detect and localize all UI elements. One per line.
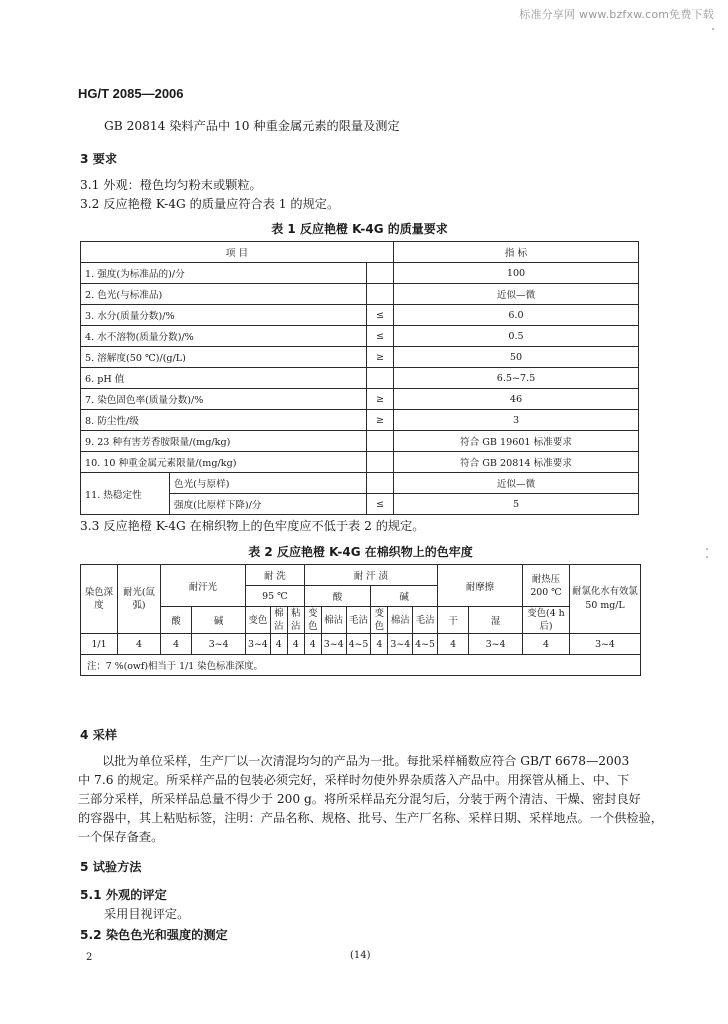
subcol-acid: 酸 [161,607,192,634]
section-3-title: 3 要求 [80,152,118,166]
paragraph-line: 的容器中，其上粘贴标签，注明：产品名称、规格、批号、生产厂名称、采样日期、采样地点。一个供检验， [78,811,663,825]
row-value: 近似—微 [394,473,639,494]
header-rub: 耐摩擦 [437,565,522,607]
row-operator [367,368,394,389]
row-operator: ≥ [367,389,394,410]
cell-heat: 4 [523,634,570,655]
subcol-dry: 干 [437,607,468,634]
clause-3-3: 3.3 反应艳橙 K-4G 在棉织物上的色牢度应不低于表 2 的规定。 [80,519,425,533]
clause-3-2: 3.2 反应艳橙 K-4G 的质量应符合表 1 的规定。 [80,197,340,211]
header-sweat: 耐 汗 渍 [304,565,437,586]
table-row [81,634,641,655]
row-operator [367,473,394,494]
cell-wash-change: 3~4 [245,634,270,655]
section-5-title: 5 试验方法 [80,860,142,874]
header-light: 耐光(氙弧) [118,565,161,634]
paragraph-line: 以批为单位采样，生产厂以一次清混均匀的产品为一批。每批采样桶数应符合 GB/T 6678—2003 [102,754,630,768]
subcol-acid-change: 变色 [304,607,321,634]
row-operator: ≤ [367,326,394,347]
subcol-alkali: 碱 [192,607,246,634]
row-sub-item: 强度(比原样下降)/分 [170,494,367,515]
subcol-alkali-cotton: 棉沾 [388,607,413,634]
reference-standard-line: GB 20814 染料产品中 10 种重金属元素的限量及测定 [104,119,400,133]
row-operator [367,452,394,473]
subcol-acid-wool: 毛沾 [346,607,371,634]
paragraph-line: 一个保存备查。 [78,830,164,844]
row-value: 5 [394,494,639,515]
row-operator [367,284,394,305]
row-item: 6. pH 值 [81,368,367,389]
scan-speck [712,28,714,30]
cell-wash-viscose: 4 [287,634,304,655]
row-value: 6.5~7.5 [394,368,639,389]
scan-speck [706,548,708,550]
cell-rub-wet: 3~4 [469,634,523,655]
row-item: 10. 10 种重金属元素限量/(mg/kg) [81,452,367,473]
header-sweat-acid: 酸 [304,586,371,607]
table-row [81,284,639,305]
row-item: 8. 防尘性/级 [81,410,367,431]
header-item: 项 目 [81,242,394,263]
header-chlorine: 耐氯化水有效氯 50 mg/L [570,565,641,634]
row-value: 50 [394,347,639,368]
table-row [81,368,639,389]
sampling-paragraph [78,752,663,847]
row-item: 2. 色光(与标准品) [81,284,367,305]
cell-light: 4 [118,634,161,655]
row-value: 100 [394,263,639,284]
cell-depth: 1/1 [81,634,118,655]
table-header-row [81,565,641,586]
clause-3-1: 3.1 外观：橙色均匀粉末或颗粒。 [80,178,262,192]
watermark-text: 标准分享网 www.bzfxw.com免费下载 [519,8,714,21]
cell-ironing-alkali: 3~4 [192,634,246,655]
row-item: 3. 水分(质量分数)/% [81,305,367,326]
header-value: 指 标 [394,242,639,263]
paragraph-line: 中 7.6 的规定。所采样产品的包装必须完好，采样时勿使外界杂质落入产品中。用探管从桶上、中、下 [78,773,630,787]
row-item: 1. 强度(为标准品的)/分 [81,263,367,284]
row-sub-item: 色光(与原样) [170,473,367,494]
table-note-row [81,655,641,676]
paragraph-line: 三部分采样，所采样品总量不得少于 200 g。将所采样品充分混匀后，分装于两个清洁、干燥、密封良好 [78,792,641,806]
subcol-alkali-change: 变色 [371,607,388,634]
row-item: 4. 水不溶物(质量分数)/% [81,326,367,347]
cell-acid-wool: 4~5 [346,634,371,655]
header-depth: 染色深度 [81,565,118,634]
document-number: HG/T 2085—2006 [78,86,184,101]
clause-5-1-title: 5.1 外观的评定 [80,888,167,902]
row-item-group: 11. 热稳定性 [81,473,170,515]
section-4-title: 4 采样 [80,728,118,742]
table-row [81,326,639,347]
table-row [81,389,639,410]
table-row [81,473,639,494]
row-value: 3 [394,410,639,431]
header-sweat-alkali: 碱 [371,586,438,607]
cell-alkali-wool: 4~5 [413,634,438,655]
subcol-wet: 湿 [469,607,523,634]
subcol-wash-change: 变色 [245,607,270,634]
color-fastness-table [80,564,641,676]
header-wash: 耐 洗 [245,565,304,586]
row-value: 6.0 [394,305,639,326]
header-ironing: 耐汗光 [161,565,246,607]
subcol-heat-change: 变色(4 h 后) [523,607,570,634]
row-operator [367,263,394,284]
table-row [81,347,639,368]
table-note: 注：7 %(owf)相当于 1/1 染色标准深度。 [81,655,641,676]
page-number: 2 [86,952,93,963]
table-row [81,452,639,473]
row-value: 符合 GB 20814 标准要求 [394,452,639,473]
header-wash-temp: 95 ℃ [245,586,304,607]
header-heat: 耐热压 200 ℃ [523,565,570,607]
quality-requirements-table [80,241,639,515]
row-value: 近似—微 [394,284,639,305]
row-operator: ≥ [367,347,394,368]
subcol-wash-viscose: 粘沾 [287,607,304,634]
cell-acid-cotton: 3~4 [321,634,346,655]
row-value: 0.5 [394,326,639,347]
row-item: 7. 染色固色率(质量分数)/% [81,389,367,410]
clause-5-1-text: 采用目视评定。 [104,907,190,921]
cell-alkali-change: 4 [371,634,388,655]
row-operator: ≥ [367,410,394,431]
subcol-wash-cotton: 棉沾 [270,607,287,634]
cell-wash-cotton: 4 [270,634,287,655]
clause-5-2-title: 5.2 染色色光和强度的测定 [80,928,228,942]
row-item: 9. 23 种有害芳香胺限量/(mg/kg) [81,431,367,452]
row-operator [367,431,394,452]
row-item: 5. 溶解度(50 ℃)/(g/L) [81,347,367,368]
cell-acid-change: 4 [304,634,321,655]
cell-ironing-acid: 4 [161,634,192,655]
scan-speck [706,556,708,558]
row-operator: ≤ [367,305,394,326]
table-row [81,263,639,284]
table-row [81,431,639,452]
table-2-caption: 表 2 反应艳橙 K-4G 在棉织物上的色牢度 [248,545,473,559]
cell-chlorine: 3~4 [570,634,641,655]
table-header-row [81,242,639,263]
table-1-caption: 表 1 反应艳橙 K-4G 的质量要求 [271,222,448,236]
cell-alkali-cotton: 3~4 [388,634,413,655]
page-seq-number: (14) [350,950,371,961]
row-value: 符合 GB 19601 标准要求 [394,431,639,452]
subcol-alkali-wool: 毛沾 [413,607,438,634]
cell-rub-dry: 4 [437,634,468,655]
row-operator: ≤ [367,494,394,515]
subcol-acid-cotton: 棉沾 [321,607,346,634]
table-row [81,305,639,326]
table-row [81,410,639,431]
row-value: 46 [394,389,639,410]
